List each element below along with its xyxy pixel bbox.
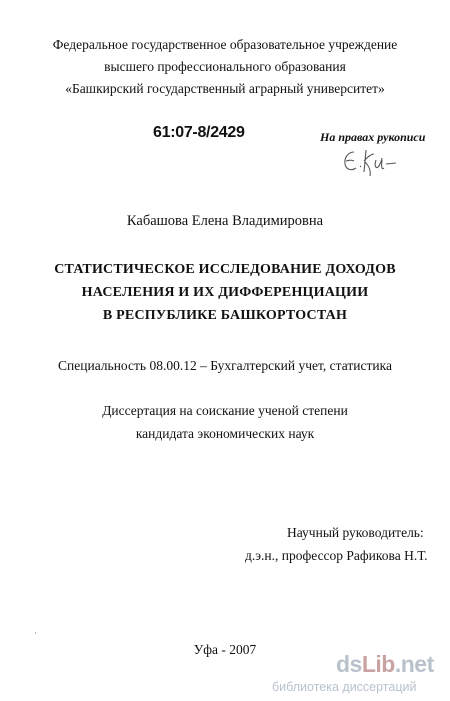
- place-year: Уфа - 2007: [193, 642, 257, 657]
- dissertation-line-1: Диссертация на соискание ученой степени: [102, 403, 348, 418]
- supervisor-label: Научный руководитель:: [287, 525, 424, 540]
- rights-note: На правах рукописи: [320, 130, 426, 144]
- title-line-1: СТАТИСТИЧЕСКОЕ ИССЛЕДОВАНИЕ ДОХОДОВ: [54, 262, 396, 277]
- institution-line-2: высшего профессионального образования: [104, 59, 346, 74]
- watermark-logo-net: .net: [394, 651, 434, 677]
- title-line-2: НАСЕЛЕНИЯ И ИХ ДИФФЕРЕНЦИАЦИИ: [81, 285, 369, 300]
- institution-line-3: «Башкирский государственный аграрный университет»: [65, 81, 385, 96]
- title-line-3: В РЕСПУБЛИКЕ БАШКОРТОСТАН: [102, 308, 348, 323]
- watermark-logo: [336, 651, 434, 678]
- institution-line-1: Федеральное государственное образовательное учреждение: [52, 37, 398, 52]
- author-name: Кабашова Елена Владимировна: [126, 213, 324, 229]
- watermark-subtitle: библиотека диссертаций: [272, 680, 417, 694]
- watermark-logo-ds: ds: [336, 651, 362, 677]
- specialty: Специальность 08.00.12 – Бухгалтерский учет, статистика: [58, 358, 392, 373]
- handwritten-signature: [340, 146, 400, 180]
- supervisor-name: д.э.н., профессор Рафикова Н.Т.: [245, 548, 428, 563]
- watermark-logo-lib: Lib: [361, 651, 395, 677]
- scan-mark: ·: [34, 628, 37, 638]
- catalog-code: 61:07-8/2429: [153, 124, 245, 141]
- dissertation-line-2: кандидата экономических наук: [135, 426, 315, 441]
